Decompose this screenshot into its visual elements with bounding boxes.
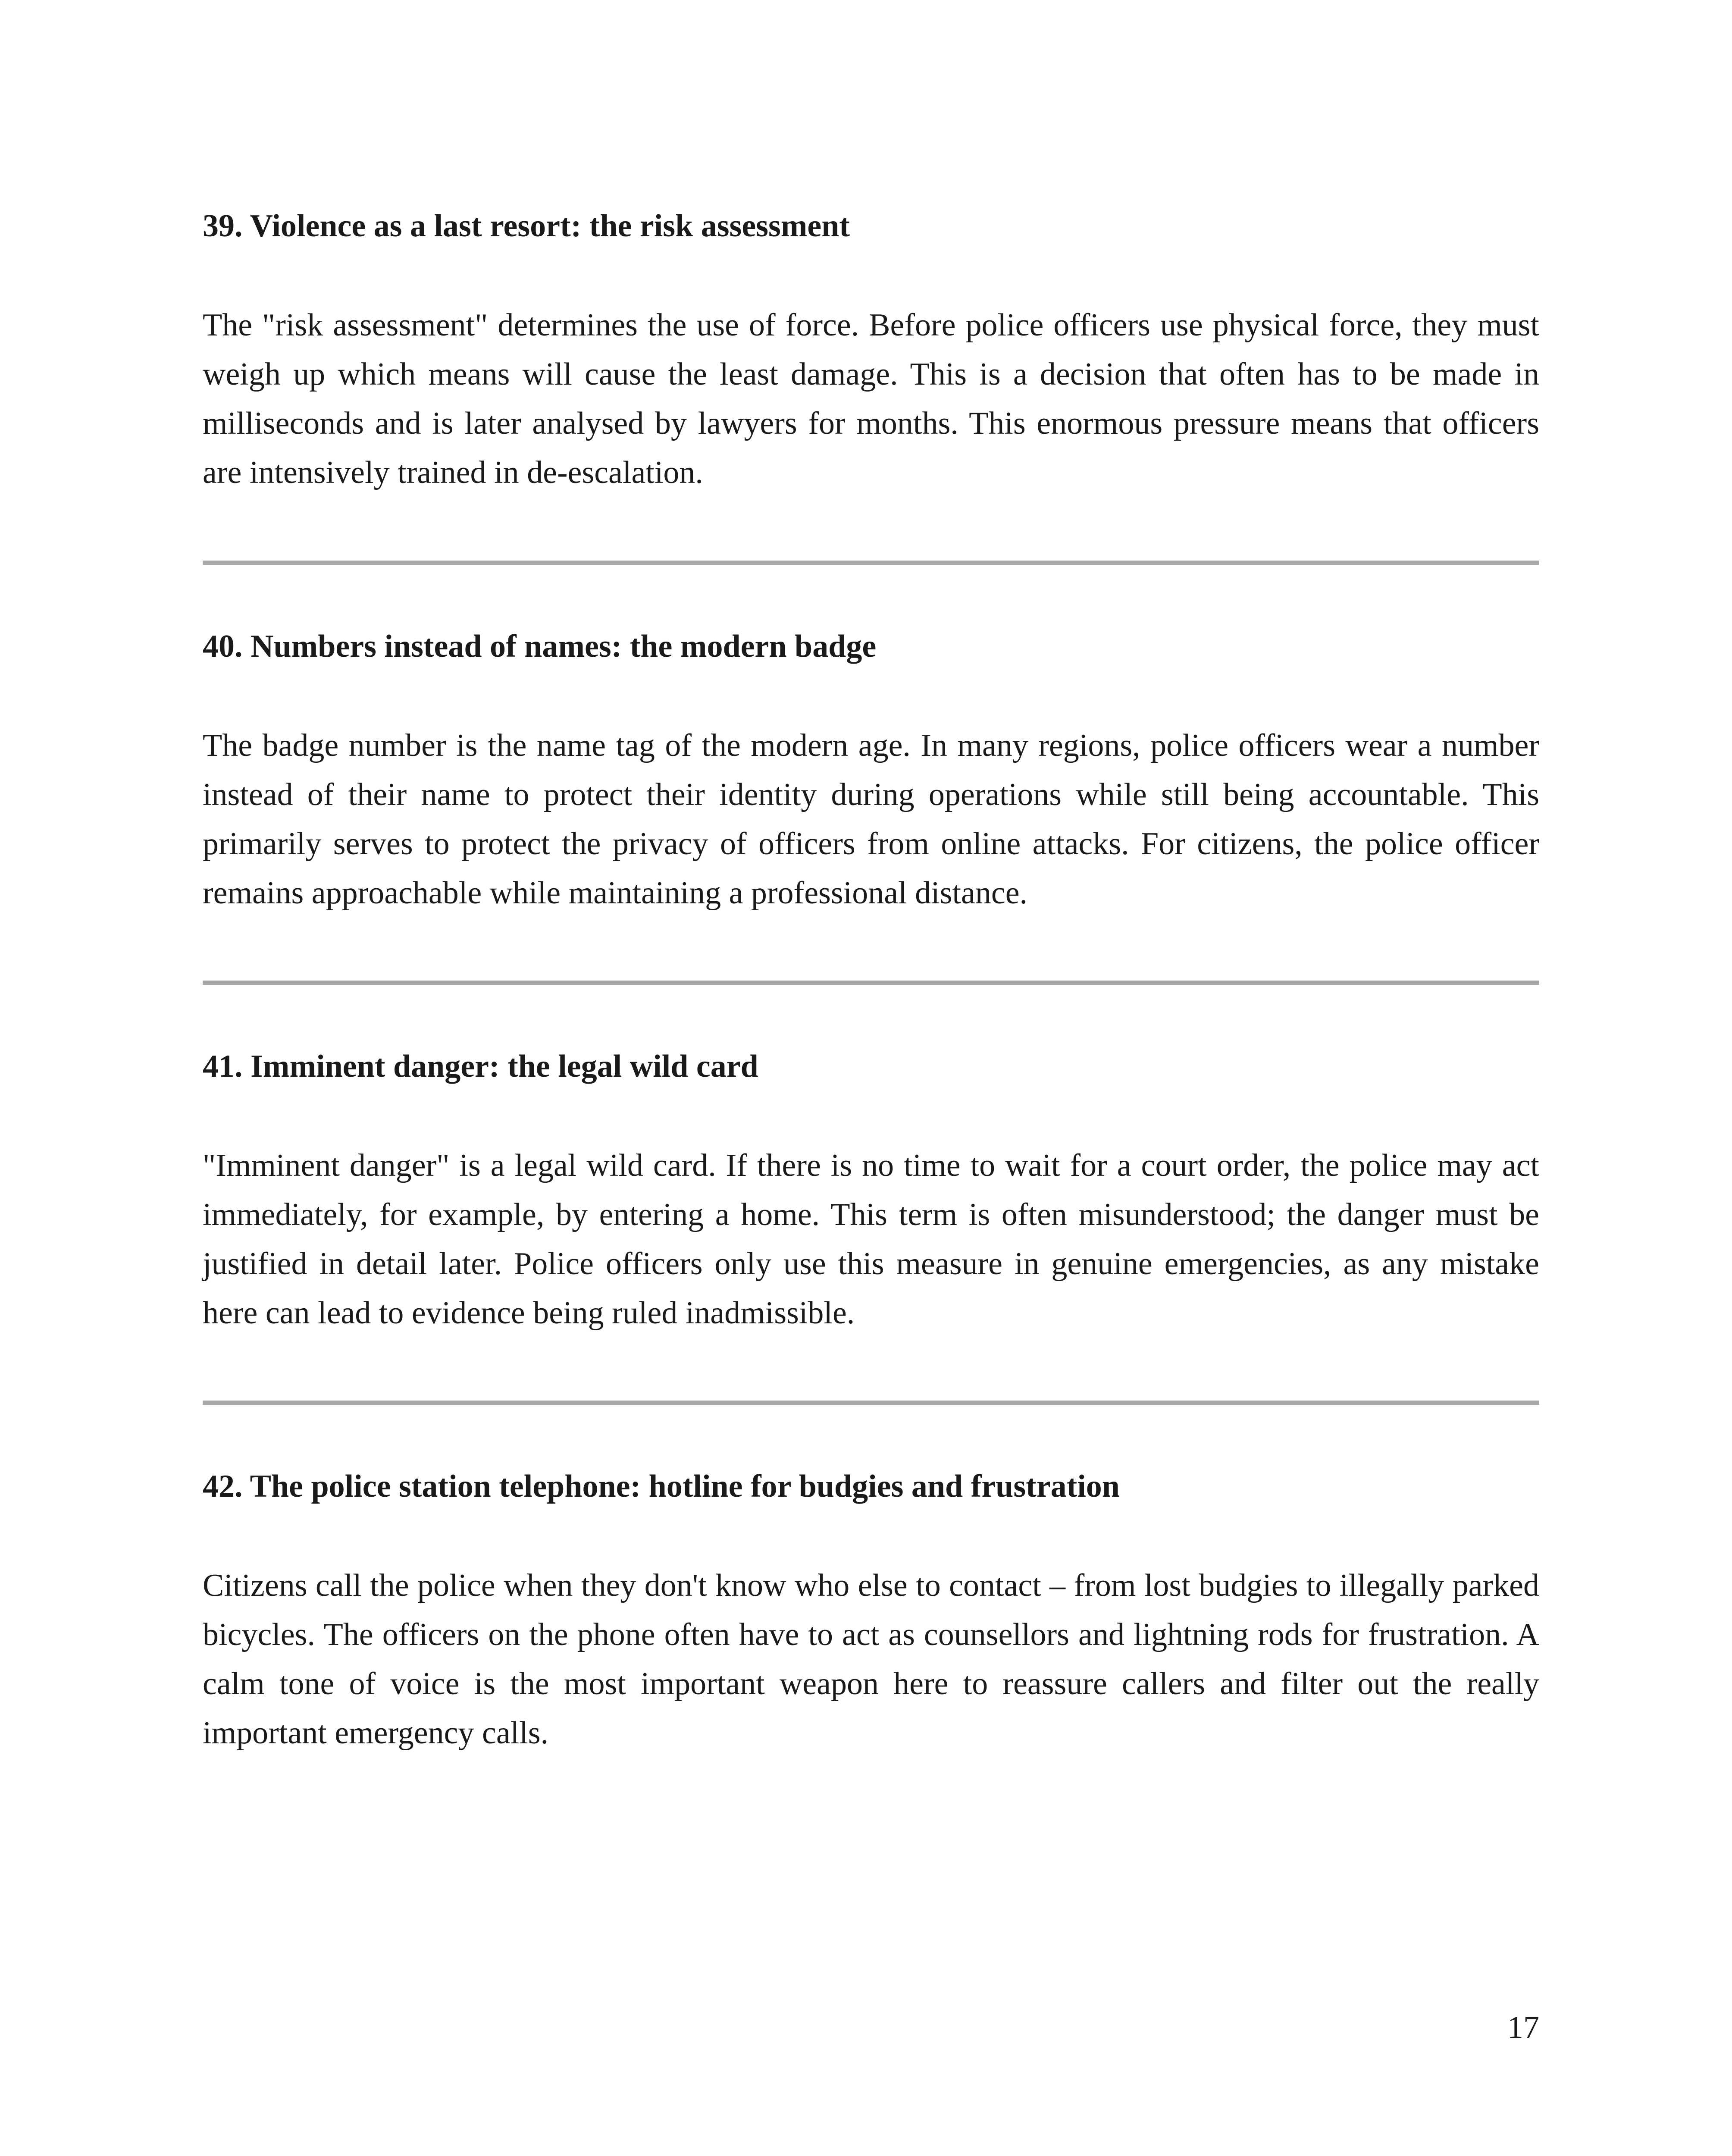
section-divider (203, 561, 1539, 565)
section-divider (203, 981, 1539, 985)
section-heading: 40. Numbers instead of names: the modern badge (203, 629, 877, 664)
section-heading: 41. Imminent danger: the legal wild card (203, 1049, 758, 1084)
section-divider (203, 1401, 1539, 1405)
section-body: Citizens call the police when they don't know who else to contact – from lost budgies to illegally parked bicycles. The officers on the phone often have to act as counsellors and lightning rods for frustration. A calm tone of voice is the most important weapon here to reassure callers and filter out the really important emergency calls. (203, 1568, 1539, 1751)
page-number: 17 (1507, 2010, 1539, 2045)
section-40 (203, 629, 1539, 911)
section-heading: 39. Violence as a last resort: the risk assessment (203, 208, 850, 244)
section-body: The "risk assessment" determines the use of force. Before police officers use physical force, they must weigh up which means will cause the least damage. This is a decision that often has to be made in milliseconds and is later analysed by lawyers for months. This enormous pressure means that officers are intensively trained in de-escalation. (203, 307, 1539, 490)
section-41 (203, 1049, 1539, 1331)
section-body: "Imminent danger" is a legal wild card. If there is no time to wait for a court order, the police may act immediately, for example, by entering a home. This term is often misunderstood; the danger must be justified in detail later. Police officers only use this measure in genuine emergencies, as any mistake here can lead to evidence being ruled inadmissible. (203, 1148, 1539, 1331)
section-39 (203, 208, 1539, 490)
section-heading: 42. The police station telephone: hotline for budgies and frustration (203, 1469, 1120, 1504)
section-42 (203, 1469, 1539, 1751)
section-body: The badge number is the name tag of the modern age. In many regions, police officers wear a number instead of their name to protect their identity during operations while still being accountable. This primarily serves to protect the privacy of officers from online attacks. For citizens, the police officer remains approachable while maintaining a professional distance. (203, 728, 1539, 911)
